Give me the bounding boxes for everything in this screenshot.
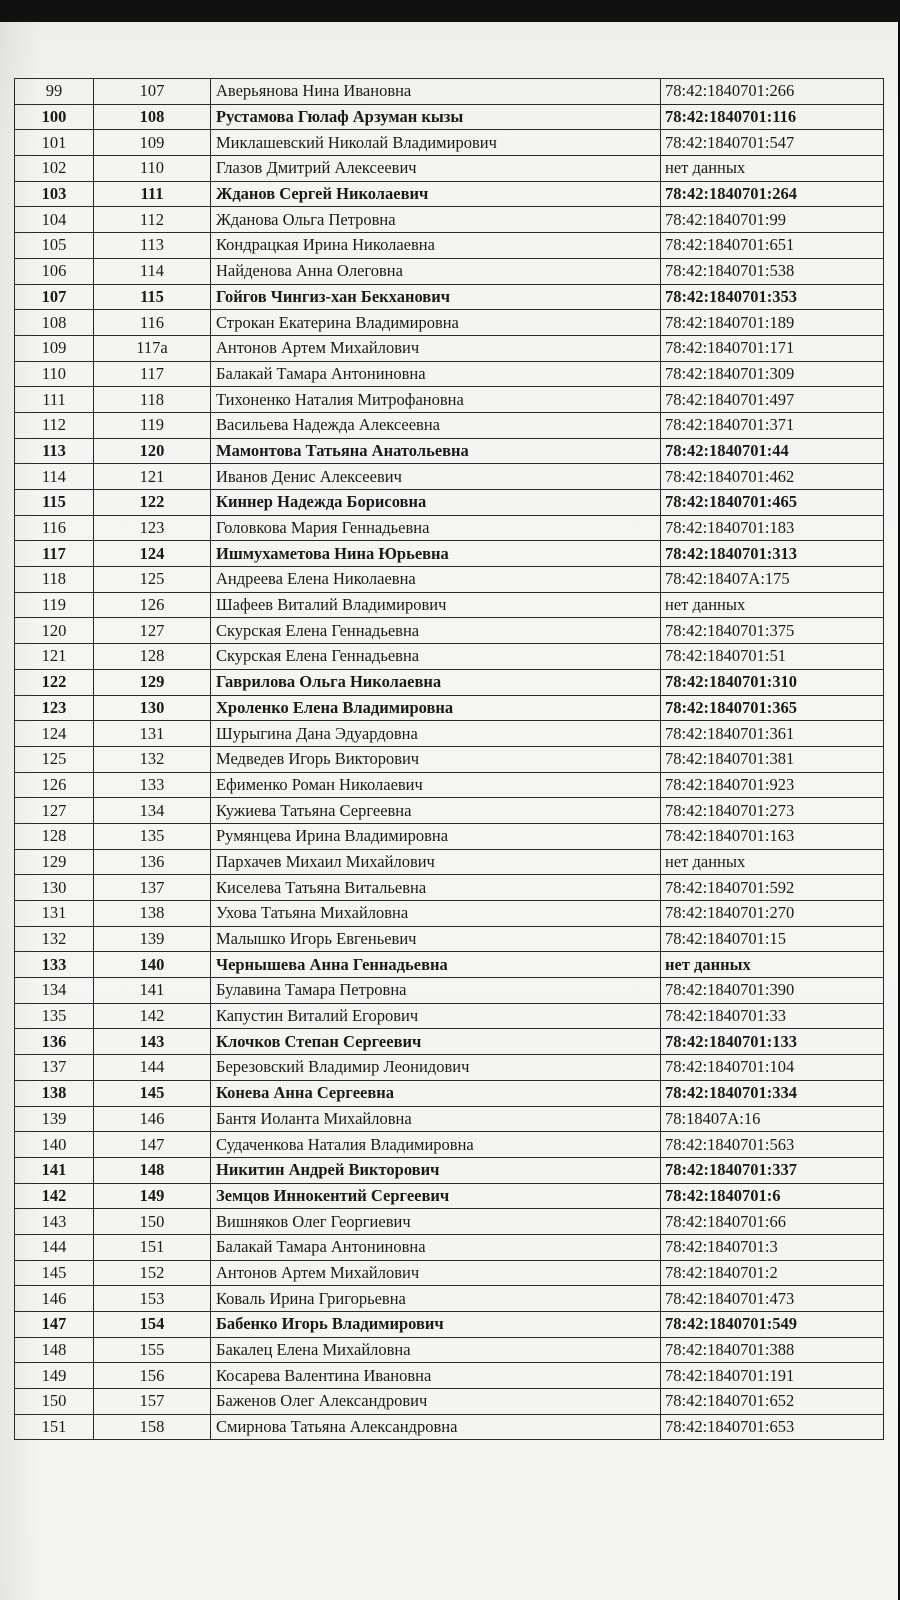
cadastral-number-cell: 78:42:1840701:273 (661, 798, 884, 824)
row-number-cell: 134 (15, 978, 94, 1004)
table-row (15, 284, 884, 310)
table-row (15, 901, 884, 927)
row-number-cell: 106 (15, 258, 94, 284)
table-row (15, 952, 884, 978)
cadastral-number-cell: нет данных (661, 592, 884, 618)
row-number-cell: 145 (15, 1260, 94, 1286)
table-row (15, 438, 884, 464)
photo-top-edge (0, 0, 900, 22)
row-number-cell: 126 (15, 772, 94, 798)
cadastral-number-cell: 78:42:1840701:163 (661, 823, 884, 849)
cadastral-number-cell: 78:42:1840701:361 (661, 721, 884, 747)
owner-name-cell: Булавина Тамара Петровна (211, 978, 661, 1004)
cadastral-number-cell: 78:42:1840701:473 (661, 1286, 884, 1312)
owner-name-cell: Вишняков Олег Георгиевич (211, 1209, 661, 1235)
table-row (15, 875, 884, 901)
table-row (15, 823, 884, 849)
row-number-cell: 140 (15, 1132, 94, 1158)
plot-number-cell: 148 (94, 1157, 211, 1183)
plot-number-cell: 135 (94, 823, 211, 849)
owners-table-body (15, 79, 884, 1440)
row-number-cell: 131 (15, 901, 94, 927)
plot-number-cell: 139 (94, 926, 211, 952)
row-number-cell: 133 (15, 952, 94, 978)
table-row (15, 618, 884, 644)
plot-number-cell: 150 (94, 1209, 211, 1235)
owner-name-cell: Ишмухаметова Нина Юрьевна (211, 541, 661, 567)
owner-name-cell: Жданова Ольга Петровна (211, 207, 661, 233)
owner-name-cell: Конева Анна Сергеевна (211, 1080, 661, 1106)
cadastral-number-cell: 78:42:1840701:264 (661, 181, 884, 207)
owner-name-cell: Клочков Степан Сергеевич (211, 1029, 661, 1055)
table-row (15, 1132, 884, 1158)
table-row (15, 1337, 884, 1363)
row-number-cell: 147 (15, 1312, 94, 1338)
owner-name-cell: Медведев Игорь Викторович (211, 746, 661, 772)
owner-name-cell: Найденова Анна Олеговна (211, 258, 661, 284)
cadastral-number-cell: 78:42:1840701:266 (661, 79, 884, 105)
cadastral-number-cell: 78:42:1840701:189 (661, 310, 884, 336)
row-number-cell: 136 (15, 1029, 94, 1055)
table-row (15, 978, 884, 1004)
owner-name-cell: Андреева Елена Николаевна (211, 567, 661, 593)
cadastral-number-cell: 78:42:1840701:2 (661, 1260, 884, 1286)
row-number-cell: 103 (15, 181, 94, 207)
plot-number-cell: 123 (94, 515, 211, 541)
cadastral-number-cell: 78:42:1840701:465 (661, 490, 884, 516)
plot-number-cell: 127 (94, 618, 211, 644)
row-number-cell: 151 (15, 1414, 94, 1440)
plot-number-cell: 145 (94, 1080, 211, 1106)
cadastral-number-cell: 78:42:1840701:549 (661, 1312, 884, 1338)
row-number-cell: 114 (15, 464, 94, 490)
row-number-cell: 144 (15, 1234, 94, 1260)
row-number-cell: 107 (15, 284, 94, 310)
cadastral-number-cell: нет данных (661, 952, 884, 978)
table-row (15, 412, 884, 438)
cadastral-number-cell: 78:42:1840701:651 (661, 233, 884, 259)
cadastral-number-cell: 78:42:1840701:497 (661, 387, 884, 413)
plot-number-cell: 131 (94, 721, 211, 747)
plot-number-cell: 143 (94, 1029, 211, 1055)
owner-name-cell: Коваль Ирина Григорьевна (211, 1286, 661, 1312)
owner-name-cell: Баженов Олег Александрович (211, 1389, 661, 1415)
owner-name-cell: Ефименко Роман Николаевич (211, 772, 661, 798)
cadastral-number-cell: 78:42:1840701:353 (661, 284, 884, 310)
row-number-cell: 150 (15, 1389, 94, 1415)
table-row (15, 156, 884, 182)
cadastral-number-cell: 78:18407А:16 (661, 1106, 884, 1132)
row-number-cell: 142 (15, 1183, 94, 1209)
owner-name-cell: Гаврилова Ольга Николаевна (211, 669, 661, 695)
plot-number-cell: 155 (94, 1337, 211, 1363)
row-number-cell: 128 (15, 823, 94, 849)
owner-name-cell: Кондрацкая Ирина Николаевна (211, 233, 661, 259)
owner-name-cell: Чернышева Анна Геннадьевна (211, 952, 661, 978)
cadastral-number-cell: 78:42:1840701:462 (661, 464, 884, 490)
owner-name-cell: Капустин Виталий Егорович (211, 1003, 661, 1029)
plot-number-cell: 153 (94, 1286, 211, 1312)
owner-name-cell: Ухова Татьяна Михайловна (211, 901, 661, 927)
cadastral-number-cell: 78:42:1840701:547 (661, 130, 884, 156)
owner-name-cell: Косарева Валентина Ивановна (211, 1363, 661, 1389)
plot-number-cell: 120 (94, 438, 211, 464)
cadastral-number-cell: 78:42:1840701:171 (661, 335, 884, 361)
owners-table (14, 78, 884, 1440)
row-number-cell: 149 (15, 1363, 94, 1389)
row-number-cell: 99 (15, 79, 94, 105)
plot-number-cell: 144 (94, 1055, 211, 1081)
plot-number-cell: 114 (94, 258, 211, 284)
table-row (15, 515, 884, 541)
table-row (15, 1363, 884, 1389)
row-number-cell: 137 (15, 1055, 94, 1081)
row-number-cell: 146 (15, 1286, 94, 1312)
owner-name-cell: Мамонтова Татьяна Анатольевна (211, 438, 661, 464)
owner-name-cell: Шафеев Виталий Владимирович (211, 592, 661, 618)
row-number-cell: 148 (15, 1337, 94, 1363)
table-row (15, 669, 884, 695)
owner-name-cell: Никитин Андрей Викторович (211, 1157, 661, 1183)
plot-number-cell: 113 (94, 233, 211, 259)
owner-name-cell: Смирнова Татьяна Александровна (211, 1414, 661, 1440)
plot-number-cell: 107 (94, 79, 211, 105)
cadastral-number-cell: нет данных (661, 156, 884, 182)
row-number-cell: 124 (15, 721, 94, 747)
plot-number-cell: 142 (94, 1003, 211, 1029)
owner-name-cell: Васильева Надежда Алексеевна (211, 412, 661, 438)
table-row (15, 1003, 884, 1029)
table-row (15, 1080, 884, 1106)
owner-name-cell: Кужиева Татьяна Сергеевна (211, 798, 661, 824)
cadastral-number-cell: 78:42:1840701:191 (661, 1363, 884, 1389)
cadastral-number-cell: 78:42:1840701:6 (661, 1183, 884, 1209)
table-row (15, 1029, 884, 1055)
cadastral-number-cell: 78:42:18407А:175 (661, 567, 884, 593)
cadastral-number-cell: 78:42:1840701:375 (661, 618, 884, 644)
table-row (15, 721, 884, 747)
table-row (15, 1106, 884, 1132)
plot-number-cell: 130 (94, 695, 211, 721)
table-row (15, 541, 884, 567)
plot-number-cell: 117 (94, 361, 211, 387)
row-number-cell: 117 (15, 541, 94, 567)
plot-number-cell: 109 (94, 130, 211, 156)
cadastral-number-cell: 78:42:1840701:923 (661, 772, 884, 798)
plot-number-cell: 115 (94, 284, 211, 310)
table-row (15, 849, 884, 875)
table-row (15, 644, 884, 670)
table-row (15, 1414, 884, 1440)
plot-number-cell: 132 (94, 746, 211, 772)
table-row (15, 79, 884, 105)
table-row (15, 1389, 884, 1415)
plot-number-cell: 147 (94, 1132, 211, 1158)
plot-number-cell: 133 (94, 772, 211, 798)
row-number-cell: 116 (15, 515, 94, 541)
owner-name-cell: Скурская Елена Геннадьевна (211, 644, 661, 670)
row-number-cell: 111 (15, 387, 94, 413)
row-number-cell: 112 (15, 412, 94, 438)
plot-number-cell: 151 (94, 1234, 211, 1260)
cadastral-number-cell: 78:42:1840701:51 (661, 644, 884, 670)
plot-number-cell: 126 (94, 592, 211, 618)
table-row (15, 207, 884, 233)
owner-name-cell: Малышко Игорь Евгеньевич (211, 926, 661, 952)
row-number-cell: 129 (15, 849, 94, 875)
row-number-cell: 143 (15, 1209, 94, 1235)
plot-number-cell: 149 (94, 1183, 211, 1209)
row-number-cell: 115 (15, 490, 94, 516)
plot-number-cell: 146 (94, 1106, 211, 1132)
table-row (15, 1157, 884, 1183)
plot-number-cell: 154 (94, 1312, 211, 1338)
table-row (15, 335, 884, 361)
cadastral-number-cell: 78:42:1840701:381 (661, 746, 884, 772)
plot-number-cell: 140 (94, 952, 211, 978)
owner-name-cell: Киннер Надежда Борисовна (211, 490, 661, 516)
cadastral-number-cell: 78:42:1840701:3 (661, 1234, 884, 1260)
table-row (15, 310, 884, 336)
owner-name-cell: Антонов Артем Михайлович (211, 1260, 661, 1286)
table-row (15, 233, 884, 259)
table-row (15, 695, 884, 721)
owner-name-cell: Иванов Денис Алексеевич (211, 464, 661, 490)
cadastral-number-cell: 78:42:1840701:15 (661, 926, 884, 952)
plot-number-cell: 116 (94, 310, 211, 336)
cadastral-number-cell: 78:42:1840701:33 (661, 1003, 884, 1029)
table-row (15, 1286, 884, 1312)
owner-name-cell: Судаченкова Наталия Владимировна (211, 1132, 661, 1158)
table-row (15, 181, 884, 207)
plot-number-cell: 125 (94, 567, 211, 593)
owner-name-cell: Бакалец Елена Михайловна (211, 1337, 661, 1363)
table-row (15, 592, 884, 618)
cadastral-number-cell: 78:42:1840701:133 (661, 1029, 884, 1055)
cadastral-number-cell: 78:42:1840701:270 (661, 901, 884, 927)
table-row (15, 464, 884, 490)
owner-name-cell: Скурская Елена Геннадьевна (211, 618, 661, 644)
plot-number-cell: 108 (94, 104, 211, 130)
cadastral-number-cell: 78:42:1840701:334 (661, 1080, 884, 1106)
owner-name-cell: Рустамова Гюлаф Арзуман кызы (211, 104, 661, 130)
row-number-cell: 108 (15, 310, 94, 336)
row-number-cell: 123 (15, 695, 94, 721)
row-number-cell: 101 (15, 130, 94, 156)
row-number-cell: 109 (15, 335, 94, 361)
plot-number-cell: 134 (94, 798, 211, 824)
cadastral-number-cell: 78:42:1840701:337 (661, 1157, 884, 1183)
cadastral-number-cell: 78:42:1840701:538 (661, 258, 884, 284)
row-number-cell: 135 (15, 1003, 94, 1029)
plot-number-cell: 158 (94, 1414, 211, 1440)
table-row (15, 567, 884, 593)
plot-number-cell: 124 (94, 541, 211, 567)
row-number-cell: 121 (15, 644, 94, 670)
plot-number-cell: 118 (94, 387, 211, 413)
owner-name-cell: Глазов Дмитрий Алексеевич (211, 156, 661, 182)
owner-name-cell: Строкан Екатерина Владимировна (211, 310, 661, 336)
table-row (15, 798, 884, 824)
cadastral-number-cell: 78:42:1840701:313 (661, 541, 884, 567)
table-row (15, 361, 884, 387)
table-row (15, 1312, 884, 1338)
plot-number-cell: 121 (94, 464, 211, 490)
table-row (15, 258, 884, 284)
cadastral-number-cell: 78:42:1840701:592 (661, 875, 884, 901)
plot-number-cell: 157 (94, 1389, 211, 1415)
plot-number-cell: 110 (94, 156, 211, 182)
cadastral-number-cell: 78:42:1840701:310 (661, 669, 884, 695)
row-number-cell: 119 (15, 592, 94, 618)
plot-number-cell: 119 (94, 412, 211, 438)
cadastral-number-cell: 78:42:1840701:116 (661, 104, 884, 130)
table-row (15, 1260, 884, 1286)
owner-name-cell: Антонов Артем Михайлович (211, 335, 661, 361)
owner-name-cell: Пархачев Михаил Михайлович (211, 849, 661, 875)
plot-number-cell: 141 (94, 978, 211, 1004)
table-row (15, 490, 884, 516)
row-number-cell: 138 (15, 1080, 94, 1106)
table-row (15, 772, 884, 798)
plot-number-cell: 136 (94, 849, 211, 875)
owner-name-cell: Жданов Сергей Николаевич (211, 181, 661, 207)
row-number-cell: 113 (15, 438, 94, 464)
owner-name-cell: Тихоненко Наталия Митрофановна (211, 387, 661, 413)
owner-name-cell: Балакай Тамара Антониновна (211, 361, 661, 387)
plot-number-cell: 122 (94, 490, 211, 516)
plot-number-cell: 129 (94, 669, 211, 695)
plot-number-cell: 128 (94, 644, 211, 670)
owner-name-cell: Бантя Иоланта Михайловна (211, 1106, 661, 1132)
row-number-cell: 110 (15, 361, 94, 387)
cadastral-number-cell: 78:42:1840701:99 (661, 207, 884, 233)
owner-name-cell: Румянцева Ирина Владимировна (211, 823, 661, 849)
row-number-cell: 102 (15, 156, 94, 182)
cadastral-number-cell: 78:42:1840701:309 (661, 361, 884, 387)
plot-number-cell: 138 (94, 901, 211, 927)
cadastral-number-cell: 78:42:1840701:104 (661, 1055, 884, 1081)
cadastral-number-cell: 78:42:1840701:66 (661, 1209, 884, 1235)
cadastral-number-cell: 78:42:1840701:44 (661, 438, 884, 464)
row-number-cell: 118 (15, 567, 94, 593)
cadastral-number-cell: нет данных (661, 849, 884, 875)
row-number-cell: 132 (15, 926, 94, 952)
owner-name-cell: Шурыгина Дана Эдуардовна (211, 721, 661, 747)
owner-name-cell: Головкова Мария Геннадьевна (211, 515, 661, 541)
cadastral-number-cell: 78:42:1840701:653 (661, 1414, 884, 1440)
cadastral-number-cell: 78:42:1840701:365 (661, 695, 884, 721)
row-number-cell: 100 (15, 104, 94, 130)
row-number-cell: 127 (15, 798, 94, 824)
cadastral-number-cell: 78:42:1840701:563 (661, 1132, 884, 1158)
plot-number-cell: 112 (94, 207, 211, 233)
owner-name-cell: Бабенко Игорь Владимирович (211, 1312, 661, 1338)
owner-name-cell: Земцов Иннокентий Сергеевич (211, 1183, 661, 1209)
owner-name-cell: Киселева Татьяна Витальевна (211, 875, 661, 901)
plot-number-cell: 156 (94, 1363, 211, 1389)
table-row (15, 104, 884, 130)
row-number-cell: 125 (15, 746, 94, 772)
cadastral-number-cell: 78:42:1840701:371 (661, 412, 884, 438)
plot-number-cell: 117а (94, 335, 211, 361)
owner-name-cell: Березовский Владимир Леонидович (211, 1055, 661, 1081)
row-number-cell: 104 (15, 207, 94, 233)
owner-name-cell: Миклашевский Николай Владимирович (211, 130, 661, 156)
table-row (15, 387, 884, 413)
owner-name-cell: Хроленко Елена Владимировна (211, 695, 661, 721)
row-number-cell: 130 (15, 875, 94, 901)
row-number-cell: 122 (15, 669, 94, 695)
cadastral-number-cell: 78:42:1840701:652 (661, 1389, 884, 1415)
row-number-cell: 139 (15, 1106, 94, 1132)
owner-name-cell: Аверьянова Нина Ивановна (211, 79, 661, 105)
plot-number-cell: 152 (94, 1260, 211, 1286)
owner-name-cell: Гойгов Чингиз-хан Бекханович (211, 284, 661, 310)
plot-number-cell: 111 (94, 181, 211, 207)
cadastral-number-cell: 78:42:1840701:390 (661, 978, 884, 1004)
table-row (15, 1234, 884, 1260)
table-row (15, 746, 884, 772)
table-row (15, 1183, 884, 1209)
plot-number-cell: 137 (94, 875, 211, 901)
row-number-cell: 120 (15, 618, 94, 644)
owner-name-cell: Балакай Тамара Антониновна (211, 1234, 661, 1260)
table-row (15, 1055, 884, 1081)
cadastral-number-cell: 78:42:1840701:388 (661, 1337, 884, 1363)
table-row (15, 1209, 884, 1235)
row-number-cell: 141 (15, 1157, 94, 1183)
row-number-cell: 105 (15, 233, 94, 259)
cadastral-number-cell: 78:42:1840701:183 (661, 515, 884, 541)
table-row (15, 926, 884, 952)
table-row (15, 130, 884, 156)
